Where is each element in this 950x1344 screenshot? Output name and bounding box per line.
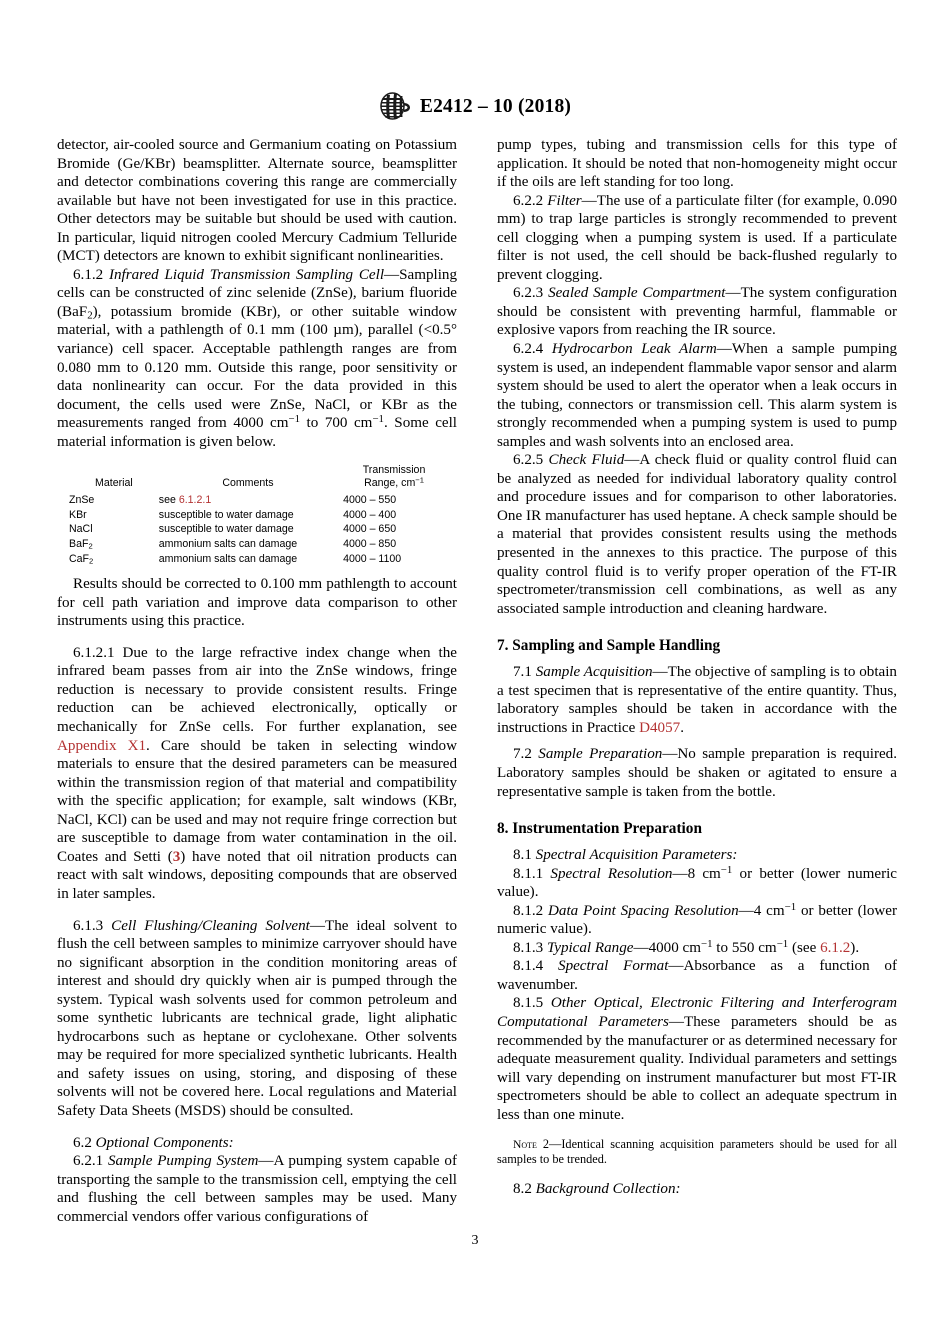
clause-title: Sealed Sample Compartment bbox=[548, 285, 726, 302]
clause-number: 6.2.2 bbox=[513, 192, 544, 209]
paragraph-8-1-1 bbox=[497, 865, 897, 902]
table-row bbox=[69, 493, 451, 508]
cross-reference-6-1-2[interactable]: 6.1.2 bbox=[820, 939, 851, 956]
clause-body: Due to the large refractive index change when the infrared beam passes from air into the ZnSe windows, fringe reduction is necessary to provide consistent results. Fringe reduction can be achieved electronically, optically or mechanically for ZnSe cells. For further explanation, see bbox=[57, 644, 457, 736]
note-label: Note bbox=[513, 1138, 537, 1152]
astm-logo bbox=[379, 92, 411, 122]
note-body: —Identical scanning acquisition parameters should be used for all samples to be trended. bbox=[497, 1137, 897, 1167]
clause-title: Cell Flushing/Cleaning Solvent bbox=[111, 917, 310, 934]
subscript: 2 bbox=[89, 556, 94, 566]
clause-body: —The use of a particulate filter (for example, 0.090 mm) to trap large particles is strongly recommended to prevent cell clogging when a pumping system is used. If a particulate filter is not used, the cell should be back-flushed regularly to prevent clogging. bbox=[497, 192, 897, 283]
clause-number: 8.2 bbox=[513, 1181, 532, 1198]
clause-body: —The objective of sampling is to obtain a test specimen that is representative of the entire quantity. Thus, laboratory samples should be taken in accordance with the instructions in Practice bbox=[497, 664, 897, 736]
clause-title: Spectral Format bbox=[558, 958, 669, 975]
clause-body: —A pumping system capable of transporting the sample to the transmission cell, emptying the cell and flushing the cell between samples may be used. Many commercial vendors offer various configurations of bbox=[57, 1153, 457, 1225]
body-columns bbox=[57, 136, 897, 1226]
paragraph-6-2-1 bbox=[57, 1152, 457, 1226]
clause-number: 6.1.2.1 bbox=[73, 644, 115, 661]
column-header-transmission-range: Transmission Range, $cm^{-1}$ bbox=[362, 464, 426, 490]
clause-body: or better (lower numeric value). bbox=[497, 902, 897, 938]
clause-body: ) have noted that oil nitration products can react with salt windows, depositing compounds that are observed in later samples. bbox=[57, 848, 457, 902]
clause-body: —Sampling cells can be constructed of zinc selenide (ZnSe), barium fluoride (BaF bbox=[57, 266, 457, 320]
clause-body: —No sample preparation is required. Laboratory samples should be shaken or agitated to ensure a representative sample is taken from the bottle. bbox=[497, 746, 897, 800]
paragraph-6-1-3 bbox=[57, 917, 457, 1121]
cell-transmission-range: 4000 – 400 bbox=[343, 508, 397, 521]
clause-body: —A check fluid or quality control fluid can be analyzed as needed for individual laboratory quality control and procedure issues and for comparison to other laboratories. One IR manufacturer has used heptane. A check sample should be a material that provides consistent results using the methods presented in the annexes to this practice. The purpose of this quality control fluid is to verify proper operation of the FT-IR spectrometer/transmission cell combinations, as well as any associated sample introduction and cleaning hardware. bbox=[497, 452, 898, 617]
cell-material: KBr bbox=[69, 508, 87, 521]
paragraph-6-2-2 bbox=[497, 192, 897, 285]
clause-number: 6.2.3 bbox=[513, 285, 544, 302]
table-header-row bbox=[69, 464, 451, 493]
table-row bbox=[69, 552, 451, 567]
clause-title: Infrared Liquid Transmission Sampling Cell bbox=[108, 266, 385, 283]
paragraph-8-1-2 bbox=[497, 902, 897, 939]
column-header-comments: Comments bbox=[222, 476, 274, 489]
clause-body: (see bbox=[788, 939, 821, 956]
clause-body: —8 cm bbox=[672, 865, 721, 882]
bibliographic-reference[interactable]: 3 bbox=[172, 848, 181, 865]
cell-comment: ammonium salts can damage bbox=[158, 538, 298, 551]
paragraph-8-1-5 bbox=[497, 994, 897, 1124]
cell-transmission-range: 4000 – 650 bbox=[343, 523, 397, 536]
clause-title: Optional Components: bbox=[95, 1134, 234, 1151]
clause-title: Sample Pumping System bbox=[107, 1153, 259, 1170]
clause-body: —The ideal solvent to flush the cell between samples to minimize carryover should have no significant absorption in the condition monitoring areas of interest and should dry quickly when air is pumped through the system. Typical wash solvents used for common petroleum and some synthetic lubricants are technical grade, light aliphatic hydrocarbons such as heptane or cyclohexane. Other solvents may be required for more specialized synthetic lubricants. Health and safety issues on using, storing, and disposing of these solvents will not be covered here. Local regulations and Material Safety Data Sheets (MSDS) should be consulted. bbox=[57, 917, 457, 1119]
cross-reference-link[interactable]: 6.1.2.1 bbox=[178, 493, 212, 506]
clause-body: —Absorbance as a function of wavenumber. bbox=[497, 958, 898, 993]
clause-title: Filter bbox=[547, 192, 582, 209]
paragraph-text: pump types, tubing and transmission cells for this type of application. It should be noted that non-homogeneity might occur if the oils are left standing for too long. bbox=[497, 137, 897, 191]
clause-body: ), potassium bromide (KBr), or other suitable window material, with a pathlength of 0.1 mm (100 µm), parallel (<0.5° variance) cell spacer. Acceptable pathlength ranges are from 0.080 mm to 0.120 mm. Outside this range, poor sensitivity or data nonlinearity can occur. For the data provided in this document, the cells used were ZnSe, NaCl, or KBr as the measurements ranged from 4000 cm bbox=[57, 303, 457, 432]
clause-number: 7.1 bbox=[513, 664, 532, 681]
clause-title: Other Optical, Electronic Filtering and Interferogram Computational Parameters bbox=[497, 995, 897, 1030]
paragraph-continuation bbox=[57, 136, 457, 266]
page-number: 3 bbox=[471, 1233, 479, 1248]
cell-comment: susceptible to water damage bbox=[158, 508, 294, 521]
paragraph-6-2 bbox=[57, 1134, 457, 1153]
superscript: −1 bbox=[720, 863, 733, 876]
clause-number: 8.1.2 bbox=[513, 902, 544, 919]
clause-number: 6.2 bbox=[73, 1134, 92, 1151]
note-number: 2 bbox=[536, 1137, 550, 1152]
paragraph-text: Results should be corrected to 0.100 mm pathlength to account for cell path variation and improve data comparison to other instruments using this practice. bbox=[57, 576, 457, 630]
cell-comment: susceptible to water damage bbox=[158, 523, 294, 536]
clause-title: Sample Preparation bbox=[538, 746, 663, 763]
table-row bbox=[69, 538, 451, 553]
paragraph-8-1-3 bbox=[497, 939, 897, 958]
paragraph-text: detector, air-cooled source and Germanium coating on Potassium Bromide (Ge/KBr) beamsplitter. Alternate source, beamsplitter and detector combinations covering this range are commercially available but have not been investigated for use in this practice. Other detectors may be suitable but should be used with caution. In particular, liquid nitrogen cooled Mercury Cadmium Telluride (MCT) detectors are known to exhibit significant nonlinearities. bbox=[57, 137, 457, 265]
clause-body: —The system configuration should be consistent with preventing harmful, flammable or explosive vapors from reaching the IR source. bbox=[497, 285, 897, 339]
paragraph-continuation bbox=[497, 136, 897, 192]
cell-material: NaCl bbox=[69, 523, 93, 536]
material-table bbox=[69, 464, 451, 567]
clause-title: Spectral Resolution bbox=[550, 865, 673, 882]
superscript: −1 bbox=[776, 937, 789, 950]
clause-title: Check Fluid bbox=[548, 452, 625, 469]
cross-reference-d4057[interactable]: D4057 bbox=[639, 719, 681, 736]
clause-title: Background Collection: bbox=[535, 1181, 681, 1198]
clause-title: Sample Acquisition bbox=[535, 664, 653, 681]
paragraph-8-2 bbox=[497, 1180, 897, 1199]
paragraph-6-2-4 bbox=[497, 340, 897, 451]
clause-body: —4 cm bbox=[738, 902, 785, 919]
paragraph-8-1 bbox=[497, 846, 897, 865]
superscript: −1 bbox=[372, 413, 384, 426]
clause-number: 6.2.1 bbox=[73, 1153, 104, 1170]
paragraph-7-2 bbox=[497, 745, 897, 801]
paragraph-6-1-2 bbox=[57, 266, 457, 451]
clause-number: 8.1.4 bbox=[513, 958, 544, 975]
paragraph-6-1-2-1 bbox=[57, 644, 457, 904]
note-2 bbox=[497, 1137, 897, 1167]
superscript: −1 bbox=[700, 937, 713, 950]
cell-comment: see 6.1.2.1 bbox=[158, 493, 212, 506]
column-header-material: Material bbox=[95, 476, 133, 489]
standard-designation: E2412 – 10 (2018) bbox=[419, 96, 572, 117]
clause-number: 8.1.3 bbox=[513, 939, 544, 956]
clause-number: 6.2.5 bbox=[513, 452, 544, 469]
paragraph-6-2-3 bbox=[497, 284, 897, 340]
clause-title: Typical Range bbox=[546, 939, 634, 956]
cell-material: CaF$_2$ bbox=[69, 553, 94, 566]
subscript: 2 bbox=[88, 541, 93, 551]
table-header bbox=[69, 464, 451, 493]
clause-number: 8.1 bbox=[513, 847, 532, 864]
clause-number: 6.1.2 bbox=[73, 266, 104, 283]
right-column bbox=[497, 136, 897, 1226]
table-row bbox=[69, 508, 451, 523]
clause-title: Data Point Spacing Resolution bbox=[548, 902, 739, 919]
clause-number: 8.1.5 bbox=[513, 995, 544, 1012]
clause-body: . Some cell material information is given below. bbox=[57, 415, 457, 450]
page-header bbox=[0, 92, 950, 122]
cell-transmission-range: 4000 – 1100 bbox=[343, 553, 402, 566]
subscript: 2 bbox=[87, 309, 93, 322]
clause-body: —These parameters should be as recommended by the manufacturer or as determined necessary for adequate measurement quality. Individual parameters and settings will vary depending on instrument manufacturer but most FT-IR spectrometers should be able to collect an adequate spectrum in less than one minute. bbox=[497, 1013, 897, 1123]
cell-transmission-range: 4000 – 550 bbox=[343, 493, 397, 506]
clause-body: —When a sample pumping system is used, an independent flammable vapor sensor and alarm system should be used to alert the operator when a leak occurs in the tubing, connectors or transmission cell. This alarm system is strongly recommended when a pumping system is used to pump samples and wash solvents into an enclosed area. bbox=[497, 341, 898, 450]
superscript: −1 bbox=[784, 900, 797, 913]
clause-body: . bbox=[680, 719, 684, 736]
section-heading-7: 7. Sampling and Sample Handling bbox=[497, 637, 721, 655]
clause-body: to 550 cm bbox=[712, 939, 777, 956]
left-column bbox=[57, 136, 457, 1226]
cell-material: ZnSe bbox=[69, 493, 95, 506]
clause-number: 7.2 bbox=[513, 746, 532, 763]
table-row bbox=[69, 523, 451, 538]
paragraph-8-1-4 bbox=[497, 957, 897, 994]
cell-transmission-range: 4000 – 850 bbox=[343, 538, 397, 551]
cross-reference-appendix-x1[interactable]: Appendix X1 bbox=[57, 737, 147, 754]
clause-body: ). bbox=[850, 939, 860, 956]
section-heading-8: 8. Instrumentation Preparation bbox=[497, 820, 702, 838]
table-body bbox=[69, 493, 451, 567]
paragraph-7-1 bbox=[497, 663, 897, 737]
clause-body: —4000 cm bbox=[633, 939, 701, 956]
paragraph-6-2-5 bbox=[497, 451, 897, 618]
clause-number: 6.1.3 bbox=[73, 917, 104, 934]
superscript: −1 bbox=[288, 413, 301, 426]
cell-material: BaF$_2$ bbox=[69, 538, 93, 551]
clause-body: to 700 cm bbox=[300, 415, 373, 432]
clause-title: Spectral Acquisition Parameters: bbox=[535, 847, 738, 864]
paragraph-results bbox=[57, 575, 457, 631]
cell-comment: ammonium salts can damage bbox=[158, 553, 298, 566]
clause-body: or better (lower numeric value). bbox=[497, 865, 897, 901]
clause-number: 6.2.4 bbox=[513, 341, 544, 358]
clause-title: Hydrocarbon Leak Alarm bbox=[551, 341, 717, 358]
clause-number: 8.1.1 bbox=[513, 865, 544, 882]
clause-body: . Care should be taken in selecting window materials to ensure that the desired parameters can be measured within the transmission region of that material and compatibility with the specific application; for example, salt windows (KBr, NaCl, KCl) can be used and may not require fringe correction but are susceptible to damage from water contamination in the oil. Coates and Setti ( bbox=[57, 737, 457, 865]
